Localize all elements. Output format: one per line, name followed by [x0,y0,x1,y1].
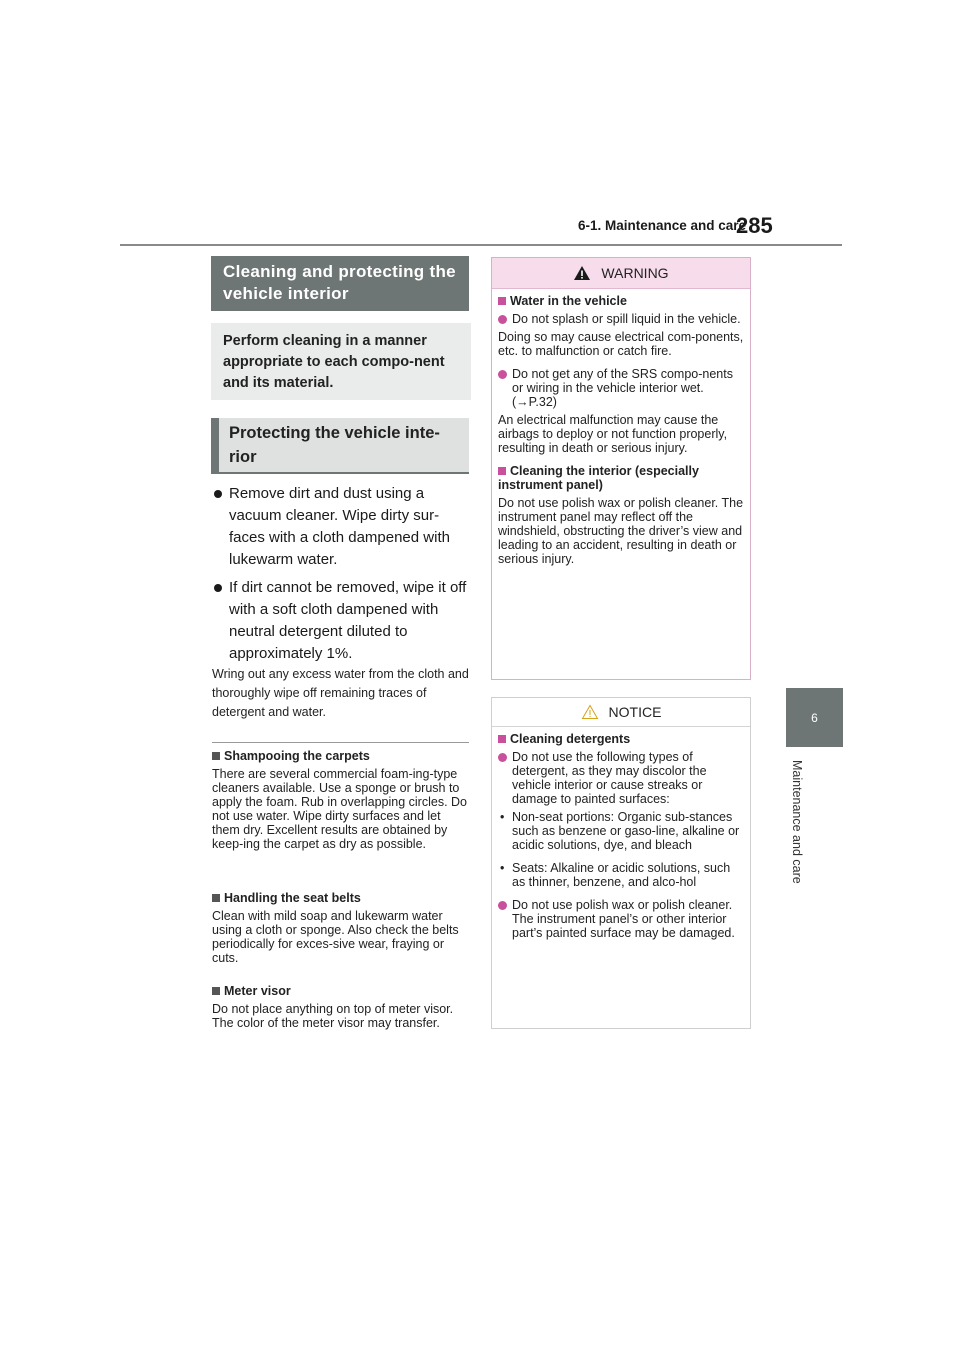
intro-box: Perform cleaning in a manner appropriate to each compo-nent and its material. [211,323,471,400]
subsection-seat-belts [212,891,470,965]
note-text: Wring out any excess water from the cloth and thoroughly wipe off remaining traces of detergent and water. [212,667,469,719]
notice-header [492,698,750,727]
subsection-text: Clean with mild soap and lukewarm water using a cloth or sponge. Also check the belts periodically for exces-sive wear, fraying or cuts. [212,909,459,965]
square-bullet-icon [498,297,506,305]
sub-bullet-icon: • [500,861,505,875]
warning-bullet: Do not get any of the SRS compo-nents or wiring in the vehicle interior wet. (→P.32) [512,367,733,409]
square-bullet-icon [212,752,220,760]
notice-subbullet: Seats: Alkaline or acidic solutions, such as thinner, benzene, and alco-hol [512,861,731,889]
header-rule [120,244,842,246]
bullet-list [212,483,474,671]
list-item [212,483,474,571]
bullet-icon [214,584,222,592]
sub-bullet-icon: • [500,810,505,824]
warning-paragraph: Doing so may cause electrical com-ponents, etc. to malfunction or catch fire. [498,330,744,358]
subsection-carpets [212,749,470,851]
bullet-text: If dirt cannot be removed, wipe it off with a soft cloth dampened with neutral detergent diluted to approximately 1%. [229,579,467,662]
square-bullet-icon [212,894,220,902]
bullet-icon [498,901,507,910]
notice-bullet: Do not use polish wax or polish cleaner. The instrument panel’s or other interior part’s painted surface may be damaged. [512,898,735,940]
chapter-tab[interactable]: 6 [786,688,843,747]
subsection-heading: Meter visor [224,984,291,998]
bullet-icon [498,370,507,379]
subheading: Protecting the vehicle inte-rior [211,418,469,474]
warning-heading: Cleaning the interior (especially instrument panel) [498,464,699,492]
bullet-icon [498,753,507,762]
warning-header [492,258,750,289]
bullet-icon [214,490,222,498]
warning-triangle-icon [573,265,591,281]
warning-heading: Water in the vehicle [510,294,627,308]
chapter-label: Maintenance and care [790,760,804,884]
section-title: 6-1. Maintenance and care [578,218,747,233]
warning-box [491,257,751,680]
notice-bullet: Do not use the following types of detergent, as they may discolor the vehicle interior or cause streaks or damage to painted surfaces: [512,750,707,806]
subsection-text: There are several commercial foam-ing-type cleaners available. Use a sponge or brush to apply the foam. Rub in overlapping circles. Do not use water. Wipe dirty surfaces and let them dry. Excellent results are obtained by keep-ing the carpet as dry as possible. [212,767,467,851]
main-heading: Cleaning and protecting the vehicle interior [211,256,469,311]
list-item [212,577,474,665]
subsection-meter-visor [212,984,470,1030]
warning-paragraph: An electrical malfunction may cause the airbags to deploy or not function properly, resulting in death or serious injury. [498,413,728,455]
divider [212,742,469,743]
notice-box [491,697,751,1029]
warning-paragraph: Do not use polish wax or polish cleaner. The instrument panel may reflect off the windshield, obstructing the driver’s view and leading to an accident, resulting in death or serious injury. [498,496,744,566]
notice-subbullet: Non-seat portions: Organic sub-stances such as benzene or gaso-line, alkaline or acidic solutions, dye, and bleach [512,810,740,852]
square-bullet-icon [498,467,506,475]
subsection-heading: Shampooing the carpets [224,749,370,763]
square-bullet-icon [212,987,220,995]
notice-title: NOTICE [608,704,662,720]
bullet-text: Remove dirt and dust using a vacuum cleaner. Wipe dirty sur-faces with a cloth dampened with lukewarm water. [229,485,450,568]
subsection-heading: Handling the seat belts [224,891,361,905]
bullet-icon [498,315,507,324]
subsection-text: Do not place anything on top of meter visor. The color of the meter visor may transfer. [212,1002,454,1030]
notice-heading: Cleaning detergents [510,732,631,746]
warning-title: WARNING [601,265,669,281]
caution-triangle-icon [581,704,599,720]
warning-bullet: Do not splash or spill liquid in the vehicle. [512,312,741,326]
page-number: 285 [736,213,773,238]
square-bullet-icon [498,735,506,743]
